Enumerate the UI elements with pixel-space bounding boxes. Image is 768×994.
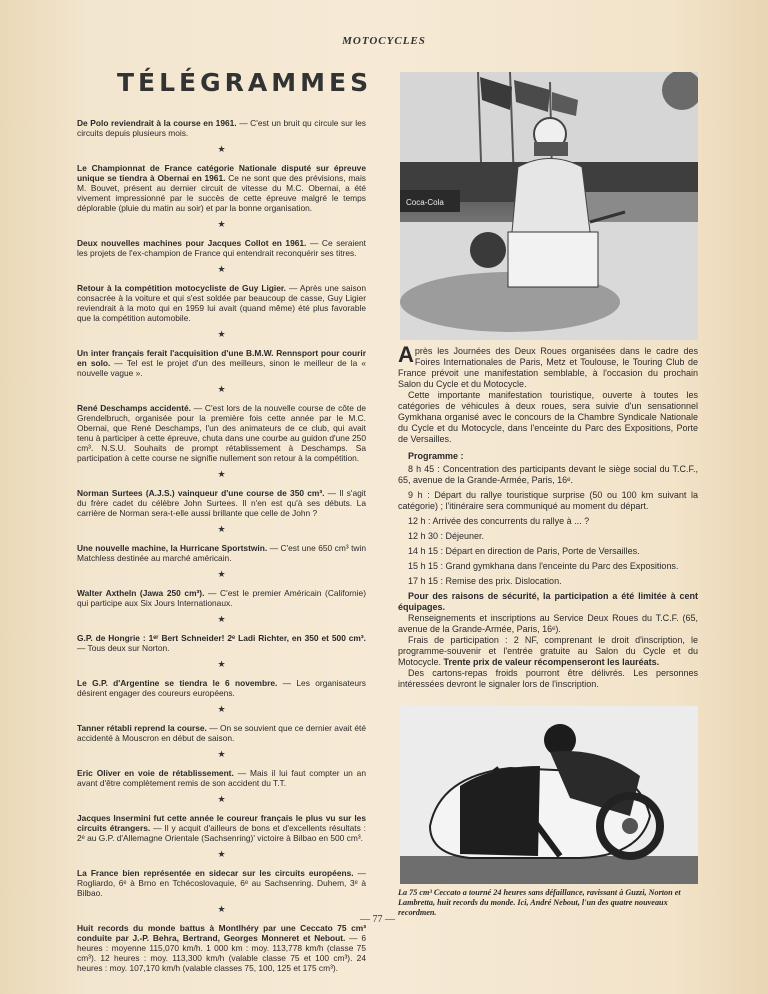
telegram-item bbox=[77, 633, 366, 653]
telegram-headline: Huit records du monde battus à Montlhéry par une Ceccato 75 cm³ conduite par J.-P. Behra, Bertrand, Georges Monneret et Nebout. bbox=[77, 923, 366, 943]
photo-caption: La 75 cm³ Ceccato a tourné 24 heures sans défaillance, ravissant à Guzzi, Norton et Lambretta, huit records du monde. Ici, André Nebout, l'un des quatre nouveaux recordmen. bbox=[398, 888, 681, 917]
telegram-body: — Ce seraient les projets de l'ex-champion de France qui entendrait reconquérir ses titres. bbox=[77, 238, 367, 258]
telegram-headline: La France bien représentée en sidecar sur les circuits européens. bbox=[77, 868, 354, 878]
telegram-headline: Norman Surtees (A.J.S.) vainqueur d'une course de 350 cm³. bbox=[77, 488, 325, 498]
telegram-headline: Le Championnat de France catégorie Nationale disputé sur épreuve unique se tiendra à Obernai en 1961. bbox=[77, 163, 366, 183]
telegram-headline: Walter Axtheln (Jawa 250 cm³). bbox=[77, 588, 205, 598]
telegram-body: — 6 heures : moyenne 115,070 km/h. 1 000 km : moy. 113,778 km/h (classe 75 cm³). 12 heures : moy. 113,300 km/h (valable classe 75 et 100 cm³). 24 heures : moy. 107,170 km/h (valable classes 75, 100, 125 et 175 cm³). bbox=[77, 933, 366, 973]
telegram-item bbox=[77, 723, 366, 743]
telegram-item bbox=[77, 588, 366, 608]
telegram-body: — Il s'agit du frère cadet du célèbre John Surtees. Il n'en est qu'à ses débuts. La carrière de Norman sera-t-elle aussi brillante que celle de John ? bbox=[77, 488, 366, 518]
telegram-item bbox=[77, 488, 366, 518]
star-separator: ★ bbox=[217, 904, 226, 914]
schedule-item: 15 h 15 : Grand gymkhana dans l'enceinte du Parc des Expositions. bbox=[408, 561, 679, 571]
telegram-body: — C'est une 650 cm³ twin Matchless destinée au marché américain. bbox=[77, 543, 366, 563]
telegram-headline: Jacques Insermini fut cette année le coureur français le plus vu sur les circuits étrangers. bbox=[77, 813, 366, 833]
telegram-body: — Il y acquit d'ailleurs de bons et d'excellents résultats : 2ᵉ au G.P. d'Allemagne Orientale (Sachsenring)' victoire à Bilbao en 500 cm³. bbox=[77, 823, 366, 843]
telegram-headline: G.P. de Hongrie : 1ᵉʳ Bert Schneider! 2ᵉ Ladi Richter, en 350 et 500 cm³. bbox=[77, 633, 366, 643]
telegram-headline: Tanner rétabli reprend la course. bbox=[77, 723, 207, 733]
telegram-body: — Les organisateurs désirent engager des coureurs européens. bbox=[77, 678, 366, 698]
telegram-headline: Une nouvelle machine, la Hurricane Sportstwin. bbox=[77, 543, 268, 553]
telegram-item bbox=[77, 238, 366, 258]
record-motorcycle-photo bbox=[400, 706, 698, 884]
star-separator: ★ bbox=[217, 794, 226, 804]
telegram-item bbox=[77, 283, 366, 323]
star-separator: ★ bbox=[217, 469, 226, 479]
schedule-item: 8 h 45 : Concentration des participants devant le siège social du T.C.F., 65, avenue de la Grande-Armée, Paris, 16ᵉ. bbox=[398, 464, 698, 485]
page-number: — 77 — bbox=[360, 914, 395, 925]
telegram-body: — Rogliardo, 6ᵉ à Brno en Tchécoslovaquie, 6ᵉ au Sachsenring. Duhem, 3ᵉ à Bilbao. bbox=[77, 868, 366, 898]
star-separator: ★ bbox=[217, 384, 226, 394]
telegram-item bbox=[77, 163, 366, 213]
scooter-rider-photo bbox=[400, 72, 698, 340]
star-separator: ★ bbox=[217, 524, 226, 534]
telegram-item bbox=[77, 923, 366, 973]
article-intro: Après les Journées des Deux Roues organisées dans le cadre des Foires Internationales de Paris, Metz et Toulouse, le Touring Club de France prévoit une manifestation semblable, à l'occasion du prochain Salon du Cycle et du Motocycle. bbox=[398, 342, 698, 389]
article-paragraph: Renseignements et inscriptions au Service Deux Roues du T.C.F. (65, avenue de la Grande-Armée, Paris, 16ᵉ). bbox=[398, 613, 698, 634]
drop-cap: A bbox=[398, 342, 414, 367]
telegram-headline: Le G.P. d'Argentine se tiendra le 6 novembre. bbox=[77, 678, 278, 688]
telegram-headline: René Deschamps accidenté. bbox=[77, 403, 191, 413]
article-paragraph: Frais de participation : 2 NF, comprenant le droit d'inscription, le programme-souvenir et l'entrée gratuite au Salon du Cycle et du Motocycle. Trente prix de valeur récompenseront les lauréats. bbox=[398, 635, 698, 667]
telegram-headline: Retour à la compétition motocycliste de Guy Ligier. bbox=[77, 283, 287, 293]
telegram-body: — On se souvient que ce dernier avait été accidenté à Mouscron en début de saison. bbox=[77, 723, 367, 743]
telegram-body: Ce ne sont que des prévisions, mais M. Bouvet, présent au dernier circuit de vitesse du M.C. Obernai, a été vivement impressionné par le succès de cette épreuve malgré le temps déplorable (pluie du matin au soir) et par la bonne organisation. bbox=[77, 173, 366, 213]
telegram-item bbox=[77, 768, 366, 788]
schedule-item: 14 h 15 : Départ en direction de Paris, Porte de Versailles. bbox=[408, 546, 640, 556]
star-separator: ★ bbox=[217, 219, 226, 229]
star-separator: ★ bbox=[217, 614, 226, 624]
schedule-item: 9 h : Départ du rallye touristique surprise (50 ou 100 km suivant la catégorie) ; l'itinéraire sera communiqué au moment du départ. bbox=[398, 490, 698, 511]
star-separator: ★ bbox=[217, 659, 226, 669]
star-separator: ★ bbox=[217, 144, 226, 154]
telegram-body: — C'est le premier Américain (Californie) qui participe aux Six Jours Internationaux. bbox=[77, 588, 366, 608]
telegram-item bbox=[77, 543, 366, 563]
star-separator: ★ bbox=[217, 264, 226, 274]
star-separator: ★ bbox=[217, 704, 226, 714]
schedule-item: 12 h : Arrivée des concurrents du rallye à ... ? bbox=[408, 516, 590, 526]
telegram-body: — C'est lors de la nouvelle course de côte de Grendelbruch, organisée pour la première fois cette année par le M.C. Obernai, que René Deschamps, l'un des animateurs de ce club, qui avait tenu à participer à cette épreuve, chuta dans une courbe au guidon d'une 250 cm³. N.S.U. Souhaits de prompt rétablissement à Deschamps. Sa participation à cette course ne signifie nullement son retour à la compétition. bbox=[77, 403, 366, 463]
telegram-body: — Mais il lui faut compter un an avant d'être complètement remis de son accident du T.T. bbox=[77, 768, 366, 788]
page-title: TÉLÉGRAMMES bbox=[117, 68, 373, 97]
telegram-body: — Tous deux sur Norton. bbox=[77, 643, 170, 653]
telegram-body: — Tel est le projet d'un des meilleurs, sinon le meilleur de la « nouvelle vague ». bbox=[77, 358, 366, 378]
scooter-photo-illustration bbox=[400, 72, 698, 340]
telegram-item bbox=[77, 348, 366, 378]
record-motorcycle-illustration bbox=[400, 706, 698, 884]
telegram-headline: Un inter français ferait l'acquisition d'une B.M.W. Rennsport pour courir en solo. bbox=[77, 348, 366, 368]
telegram-body: — Après une saison consacrée à la voiture et qui s'est soldée par beaucoup de casse, Guy Ligier reviendrait à la moto qui en 1959 lui avait (quand même) été plus favorable que la compétition automobile. bbox=[77, 283, 366, 323]
telegram-headline: Eric Oliver en voie de rétablissement. bbox=[77, 768, 234, 778]
security-notice: Pour des raisons de sécurité, la participation a été limitée à cent équipages. bbox=[398, 591, 698, 612]
running-head: MOTOCYCLES bbox=[342, 35, 426, 47]
telegram-item bbox=[77, 403, 366, 463]
telegram-item bbox=[77, 678, 366, 698]
telegram-headline: De Polo reviendrait à la course en 1961. bbox=[77, 118, 237, 128]
programme-title: Programme : bbox=[408, 451, 464, 461]
star-separator: ★ bbox=[217, 329, 226, 339]
article-paragraph: Des cartons-repas froids pourront être délivrés. Les personnes intéressées devront le signaler lors de l'inscription. bbox=[398, 668, 698, 689]
star-separator: ★ bbox=[217, 569, 226, 579]
telegram-headline: Deux nouvelles machines pour Jacques Collot en 1961. bbox=[77, 238, 307, 248]
article-paragraph: Cette importante manifestation touristique, ouverte à toutes les catégories de véhicules à deux roues, sera suivie d'un sensationnel Gymkhana organisé avec le concours de la Chambre Syndicale Nationale du Cycle et du Motocycle, dans l'enceinte du Parc des Expositions, Porte de Versailles. bbox=[398, 390, 698, 444]
prizes-notice: Trente prix de valeur récompenseront les lauréats. bbox=[443, 657, 660, 667]
article-column bbox=[398, 342, 698, 690]
telegram-item bbox=[77, 868, 366, 898]
star-separator: ★ bbox=[217, 749, 226, 759]
telegram-body: — C'est un bruit qu circule sur les circuits depuis plusieurs mois. bbox=[77, 118, 366, 138]
schedule-item: 12 h 30 : Déjeuner. bbox=[408, 531, 485, 541]
star-separator: ★ bbox=[217, 849, 226, 859]
telegrams-column bbox=[77, 118, 366, 973]
schedule-item: 17 h 15 : Remise des prix. Dislocation. bbox=[408, 576, 562, 586]
coca-cola-sign: Coca-Cola bbox=[406, 198, 444, 207]
telegram-item bbox=[77, 813, 366, 843]
telegram-item bbox=[77, 118, 366, 138]
